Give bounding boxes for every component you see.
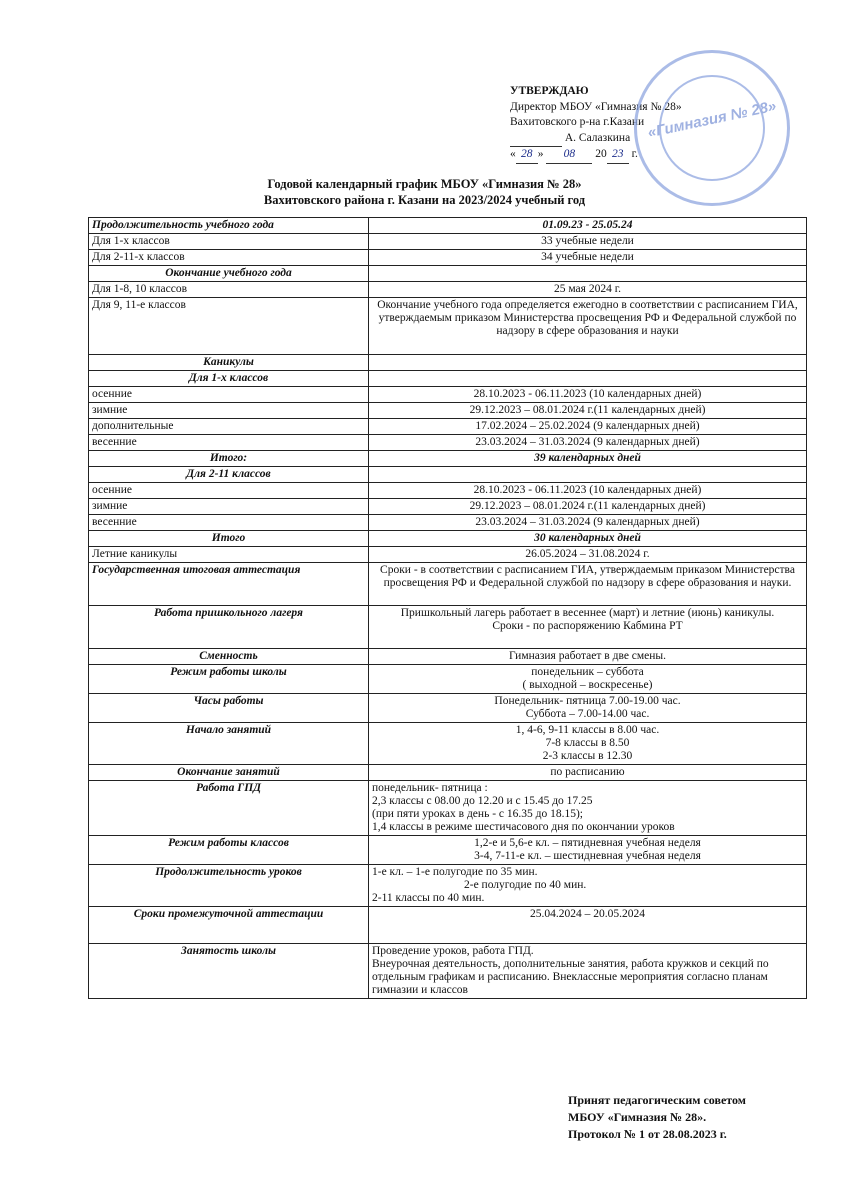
table-row — [89, 371, 807, 387]
lessons-line-2: 2-е полугодие по 40 мин. — [464, 879, 587, 891]
acceptance-line-3: Протокол № 1 от 28.08.2023 г. — [568, 1127, 727, 1141]
table-row — [89, 694, 807, 723]
approval-year-end: г. — [631, 148, 638, 160]
table-cell — [369, 355, 807, 371]
table-cell: Работа ГПД — [89, 781, 369, 836]
table-cell: 25 мая 2024 г. — [369, 282, 807, 298]
table-row — [89, 547, 807, 563]
table-cell: осенние — [89, 483, 369, 499]
table-cell: Занятость школы — [89, 944, 369, 999]
table-cell: 23.03.2024 – 31.03.2024 (9 календарных дней) — [369, 435, 807, 451]
table-cell — [369, 371, 807, 387]
classmode-line-2: 3-4, 7-11-е кл. – шестидневная учебная неделя — [474, 850, 701, 862]
activity-line-1: Проведение уроков, работа ГПД. — [372, 945, 534, 957]
approval-year-suffix: 23 — [607, 147, 629, 164]
lessons-line-1: 1-е кл. – 1-е полугодие по 35 мин. — [372, 866, 538, 878]
stamp-text: «Гимназия № 28» — [646, 97, 778, 142]
activity-line-2: Внеурочная деятельность, дополнительные занятия, работа кружков и секций по отдельным графикам и расписанию. Внеклассные мероприятия согласно планам гимназии и классов — [372, 958, 769, 996]
table-row — [89, 499, 807, 515]
table-row — [89, 531, 807, 547]
table-row — [89, 483, 807, 499]
table-row — [89, 944, 807, 999]
document-title — [0, 176, 849, 208]
table-row — [89, 234, 807, 250]
table-cell: Работа пришкольного лагеря — [89, 606, 369, 649]
table-row — [89, 435, 807, 451]
date-open-quote: « — [510, 148, 516, 160]
approval-director: Директор МБОУ «Гимназия № 28» — [510, 100, 682, 113]
table-cell: по расписанию — [369, 765, 807, 781]
approval-month: 08 — [546, 147, 592, 164]
table-cell: Часы работы — [89, 694, 369, 723]
table-cell: Для 1-8, 10 классов — [89, 282, 369, 298]
approval-year-prefix: 20 — [595, 148, 607, 160]
table-cell: Государственная итоговая аттестация — [89, 563, 369, 606]
table-row — [89, 298, 807, 355]
approval-heading: УТВЕРЖДАЮ — [510, 85, 589, 97]
table-cell: Окончание учебного года — [89, 266, 369, 282]
table-cell: Для 1-х классов — [89, 371, 369, 387]
table-cell: Итого — [89, 531, 369, 547]
table-cell: Для 2-11 классов — [89, 467, 369, 483]
table-cell — [369, 781, 807, 836]
classmode-line-1: 1,2-е и 5,6-е кл. – пятидневная учебная неделя — [474, 837, 701, 849]
table-cell: Для 9, 11-е классов — [89, 298, 369, 355]
table-cell: Продолжительность уроков — [89, 865, 369, 907]
table-row — [89, 419, 807, 435]
table-cell: 33 учебные недели — [369, 234, 807, 250]
table-row — [89, 515, 807, 531]
table-cell: Сроки - в соответствии с расписанием ГИА, утверждаемым приказом Министерства просвещения РФ и Федеральной службой по надзору в сфере образования и науки. — [369, 563, 807, 606]
table-cell: Сменность — [89, 649, 369, 665]
table-row — [89, 781, 807, 836]
table-cell: 28.10.2023 - 06.11.2023 (10 календарных дней) — [369, 387, 807, 403]
table-row — [89, 765, 807, 781]
signature-underline — [510, 131, 562, 148]
table-cell: 26.05.2024 – 31.08.2024 г. — [369, 547, 807, 563]
table-cell: 34 учебные недели — [369, 250, 807, 266]
mode-line-1: понедельник – суббота — [531, 666, 644, 678]
table-cell: Каникулы — [89, 355, 369, 371]
table-row — [89, 451, 807, 467]
gpd-line-1: понедельник- пятница : — [372, 782, 488, 794]
table-cell: весенние — [89, 435, 369, 451]
title-line-1: Годовой календарный график МБОУ «Гимназия № 28» — [267, 177, 582, 191]
table-cell: 23.03.2024 – 31.03.2024 (9 календарных дней) — [369, 515, 807, 531]
table-cell: весенние — [89, 515, 369, 531]
hours-line-2: Суббота – 7.00-14.00 час. — [525, 708, 650, 720]
table-row — [89, 606, 807, 649]
table-row — [89, 403, 807, 419]
approval-signature-line — [510, 131, 730, 148]
lessons-line-3: 2-11 классы по 40 мин. — [372, 892, 485, 904]
table-cell — [369, 944, 807, 999]
table-cell — [369, 836, 807, 865]
table-cell — [369, 606, 807, 649]
table-cell: Окончание учебного года определяется ежегодно в соответствии с расписанием ГИА, утверждаемым приказом Министерства просвещения РФ и Федеральной службой по надзору в сфере образования и науки — [369, 298, 807, 355]
table-cell — [369, 665, 807, 694]
table-row — [89, 467, 807, 483]
camp-line-2: Сроки - по распоряжению Кабмина РТ — [492, 620, 683, 632]
table-cell — [369, 865, 807, 907]
acceptance-line-1: Принят педагогическим советом — [568, 1093, 746, 1107]
mode-line-2: ( выходной – воскресенье) — [522, 679, 653, 691]
approval-signer: А. Салазкина — [564, 131, 631, 144]
table-cell: Режим работы классов — [89, 836, 369, 865]
table-cell: зимние — [89, 499, 369, 515]
approval-district: Вахитовского р-на г.Казани — [510, 116, 645, 128]
schedule-table — [88, 217, 807, 999]
hours-line-1: Понедельник- пятница 7.00-19.00 час. — [494, 695, 681, 707]
table-row — [89, 865, 807, 907]
gpd-line-2: 2,3 классы с 08.00 до 12.20 и с 15.45 до 17.25 — [372, 795, 593, 807]
table-row — [89, 665, 807, 694]
table-row — [89, 355, 807, 371]
table-cell: Итого: — [89, 451, 369, 467]
table-cell: Летние каникулы — [89, 547, 369, 563]
start-line-1: 1, 4-6, 9-11 классы в 8.00 час. — [515, 724, 660, 736]
start-line-2: 7-8 классы в 8.50 — [545, 737, 630, 749]
table-row — [89, 218, 807, 234]
table-cell: 29.12.2023 – 08.01.2024 г.(11 календарных дней) — [369, 499, 807, 515]
gpd-line-4: 1,4 классы в режиме шестичасового дня по окончании уроков — [372, 821, 675, 833]
table-cell: зимние — [89, 403, 369, 419]
table-cell — [369, 266, 807, 282]
table-cell: осенние — [89, 387, 369, 403]
title-line-2: Вахитовского района г. Казани на 2023/2024 учебный год — [263, 193, 586, 207]
approval-day: 28 — [516, 147, 538, 164]
table-row — [89, 649, 807, 665]
table-row — [89, 282, 807, 298]
approval-date — [510, 147, 730, 164]
table-cell: Сроки промежуточной аттестации — [89, 907, 369, 944]
table-cell: дополнительные — [89, 419, 369, 435]
table-cell: 17.02.2024 – 25.02.2024 (9 календарных дней) — [369, 419, 807, 435]
camp-line-1: Пришкольный лагерь работает в весеннее (март) и летние (июнь) каникулы. — [400, 607, 775, 619]
table-row — [89, 387, 807, 403]
start-line-3: 2-3 классы в 12.30 — [542, 750, 633, 762]
table-row — [89, 723, 807, 765]
table-cell: Продолжительность учебного года — [89, 218, 369, 234]
acceptance-note — [568, 1092, 828, 1143]
table-cell: 25.04.2024 – 20.05.2024 — [369, 907, 807, 944]
table-row — [89, 563, 807, 606]
table-cell — [369, 694, 807, 723]
table-cell: Для 1-х классов — [89, 234, 369, 250]
table-cell: Гимназия работает в две смены. — [369, 649, 807, 665]
table-cell: Режим работы школы — [89, 665, 369, 694]
table-row — [89, 836, 807, 865]
table-row — [89, 250, 807, 266]
gpd-line-3: (при пяти уроках в день - с 16.35 до 18.15); — [372, 808, 583, 820]
table-cell: 28.10.2023 - 06.11.2023 (10 календарных дней) — [369, 483, 807, 499]
table-row — [89, 907, 807, 944]
date-close-quote: » — [537, 148, 544, 160]
table-cell: 30 календарных дней — [369, 531, 807, 547]
table-cell — [369, 723, 807, 765]
approval-block — [510, 84, 730, 164]
table-cell — [369, 467, 807, 483]
table-cell: 29.12.2023 – 08.01.2024 г.(11 календарных дней) — [369, 403, 807, 419]
table-cell: Для 2-11-х классов — [89, 250, 369, 266]
table-cell: 01.09.23 - 25.05.24 — [369, 218, 807, 234]
table-cell: 39 календарных дней — [369, 451, 807, 467]
table-cell: Начало занятий — [89, 723, 369, 765]
table-row — [89, 266, 807, 282]
table-cell: Окончание занятий — [89, 765, 369, 781]
acceptance-line-2: МБОУ «Гимназия № 28». — [568, 1110, 707, 1124]
